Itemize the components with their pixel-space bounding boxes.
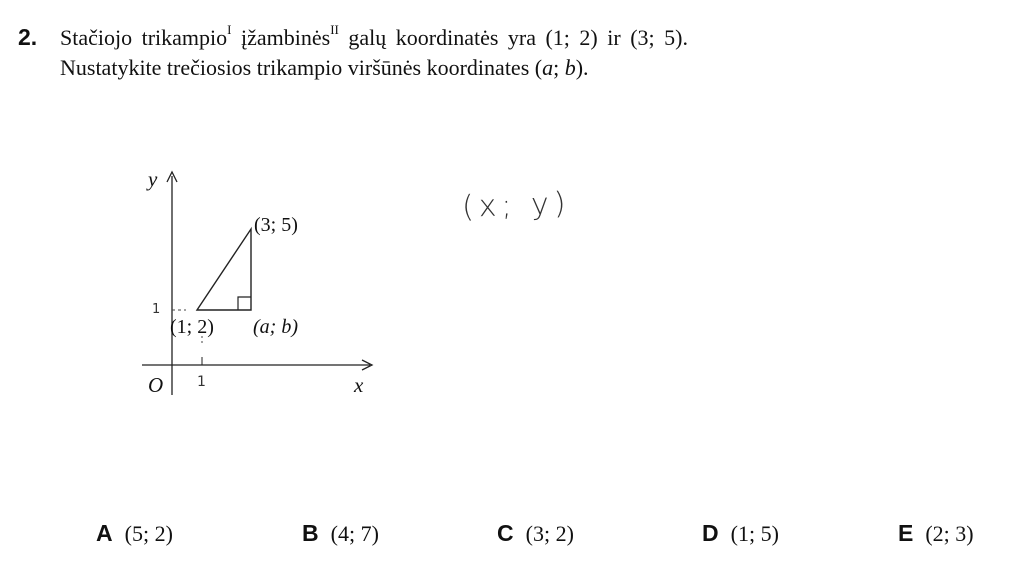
option-value: (4; 7)	[330, 521, 379, 546]
option-letter: C	[497, 520, 514, 546]
variable-b: b	[564, 55, 576, 80]
handwritten-note: (x; y)	[461, 186, 572, 225]
question-text-part: įžambinės	[231, 25, 331, 50]
footnote-marker-1: I	[227, 21, 232, 37]
question-text-part: ).	[575, 55, 589, 80]
answer-options	[0, 520, 1024, 554]
option-b[interactable]	[302, 520, 379, 547]
point-label-top: (3; 5)	[254, 214, 298, 236]
option-value: (5; 2)	[124, 521, 173, 546]
option-c[interactable]	[497, 520, 574, 547]
option-value: (2; 3)	[925, 521, 974, 546]
question-text-part: Nustatykite trečiosios trikampio viršūnės koordinates (	[60, 55, 543, 80]
x-tick-label: 1	[197, 374, 206, 390]
point-label-right: (a; b)	[253, 316, 298, 338]
question-text-part: galų koordinatės yra (1; 2) ir (3; 5).	[338, 25, 688, 50]
question-text-part: Stačiojo trikampio	[60, 25, 228, 50]
variable-a: a	[542, 55, 554, 80]
option-value: (3; 2)	[525, 521, 574, 546]
option-a[interactable]	[96, 520, 173, 547]
question-text-part: ;	[553, 55, 565, 80]
option-letter: D	[702, 520, 719, 546]
option-letter: E	[898, 520, 914, 546]
right-triangle	[197, 229, 251, 310]
option-letter: B	[302, 520, 319, 546]
footnote-marker-2: II	[330, 21, 339, 37]
point-label-left: (1; 2)	[170, 316, 214, 338]
option-e[interactable]	[898, 520, 974, 547]
option-d[interactable]	[702, 520, 779, 547]
y-tick-label: 1	[152, 302, 161, 317]
x-axis-label: x	[354, 373, 364, 397]
origin-label: O	[148, 373, 164, 397]
y-axis-label: y	[148, 167, 158, 191]
right-angle-marker	[238, 297, 251, 310]
option-value: (1; 5)	[730, 521, 779, 546]
option-letter: A	[96, 520, 113, 546]
question-number: 2.	[18, 24, 38, 50]
